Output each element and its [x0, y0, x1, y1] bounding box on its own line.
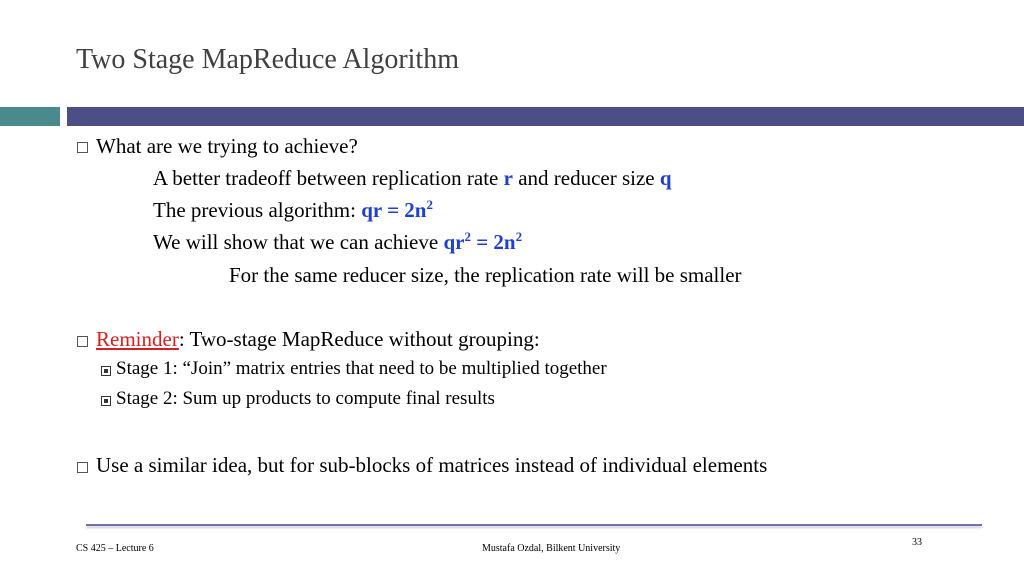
text: and reducer size: [512, 166, 660, 190]
reducer-size-var: q: [659, 166, 672, 190]
formula-text: qr: [443, 230, 465, 254]
bullet-indent-line: [153, 230, 522, 255]
formula-text: = 2n: [470, 230, 516, 254]
bullet-text: Use a similar idea, but for sub-blocks of matrices instead of individual elements: [96, 453, 768, 477]
formula: [443, 230, 522, 254]
bullet-text: What are we trying to achieve?: [96, 134, 358, 158]
bullet-text: [96, 327, 540, 352]
text: We will show that we can achieve: [153, 230, 444, 254]
formula-superscript: 2: [426, 197, 433, 212]
bullet-square-icon: [77, 142, 88, 153]
slide-title: Two Stage MapReduce Algorithm: [76, 44, 459, 75]
formula-text: qr = 2n: [361, 198, 427, 222]
bullet-indent-line: [153, 198, 433, 223]
bullet-indent-line: For the same reducer size, the replication rate will be smaller: [229, 263, 742, 287]
text: : Two-stage MapReduce without grouping:: [178, 327, 540, 351]
formula-superscript: 2: [515, 229, 523, 244]
bullet-indent-line: [153, 166, 672, 191]
text: The previous algorithm:: [153, 198, 362, 222]
sub-bullet-icon: [101, 396, 111, 406]
header-bar-accent: [0, 107, 60, 126]
page-number: 33: [912, 537, 922, 548]
sub-bullet-icon: [101, 366, 111, 376]
footer-course: CS 425 – Lecture 6: [76, 543, 154, 554]
sub-bullet-text: Stage 1: “Join” matrix entries that need to be multiplied together: [116, 358, 607, 379]
formula: [361, 198, 433, 222]
footer-divider: [86, 524, 982, 526]
formula-superscript: 2: [464, 229, 471, 244]
bullet-square-icon: [77, 336, 88, 347]
sub-bullet-text: Stage 2: Sum up products to compute final results: [116, 388, 495, 409]
reminder-label: Reminder: [96, 327, 179, 351]
header-bar: [67, 107, 1024, 126]
footer-author: Mustafa Ozdal, Bilkent University: [482, 543, 621, 554]
text: A better tradeoff between replication rate: [153, 166, 504, 190]
replication-rate-var: r: [503, 166, 513, 190]
bullet-square-icon: [77, 462, 88, 473]
